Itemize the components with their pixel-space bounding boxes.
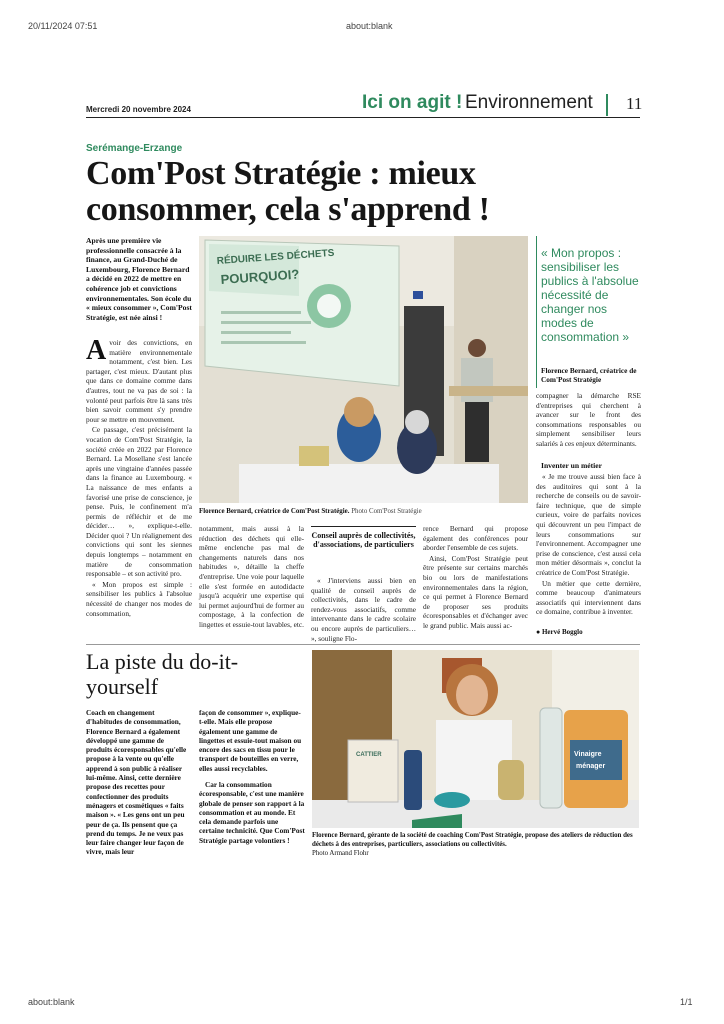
article-column-3 — [311, 576, 416, 643]
svg-text:ménager: ménager — [576, 763, 606, 770]
issue-date: Mercredi 20 novembre 2024 — [86, 105, 191, 114]
svg-text:CATTIER: CATTIER — [356, 752, 382, 758]
paragraph: compagner la démarche RSE d'entreprises qui cherchent à avancer sur le front des consommations responsables ou simplement sensibiliser leurs salariés à ces enjeux déterminants. — [536, 391, 641, 448]
section-title: Ici on agit ! — [362, 92, 463, 113]
svg-text:POURQUOI?: POURQUOI? — [220, 266, 300, 287]
masthead-rule — [86, 117, 640, 118]
article-subhead: Conseil auprès de collectivités, d'associations, de particuliers — [311, 531, 416, 550]
subhead-rule — [311, 526, 416, 527]
print-page-count: 1/1 — [680, 997, 693, 1007]
photo-workshop-caption — [312, 831, 642, 849]
pullquote-author: Florence Bernard, créatrice de Com'Post Stratégie — [541, 366, 637, 384]
article-locality: Serémange-Erzange — [86, 143, 183, 154]
svg-text:RÉDUIRE LES DÉCHETS: RÉDUIRE LES DÉCHETS — [216, 247, 335, 267]
article-headline: Com'Post Stratégie : mieux consommer, cela s'apprend ! — [86, 155, 490, 228]
caption-credit: Photo Com'Post Stratégie — [351, 508, 422, 515]
drop-cap: A — [86, 335, 107, 366]
caption-text: Florence Bernard, gérante de la société de coaching Com'Post Stratégie, propose des ateliers de réduction des déchets à des entreprises, particuliers, associations ou collectivités. — [312, 832, 633, 848]
paragraph: Ainsi, Com'Post Stratégie peut être présente sur certains marchés bio ou lors de manifestations environnementales dans la région, ce qui permet à Florence Bernard de proposer ses produits écoresponsables et d'échanger avec le grand public. Mais aussi ac- — [423, 553, 528, 630]
paragraph: notamment, mais aussi à la réduction des déchets qui elle-même enclenche pas mal de changements naturels dans nos habitudes », détaille la cheffe d'entreprise. Une voie pour laquelle elle s'est formée en autodidacte jusqu'à acquérir une expertise qui lui permet aujourd'hui de former au compostage, à la confection de lingettes et essuie-tout lavables, etc. — [199, 524, 304, 629]
article-lead: Après une première vie professionnelle consacrée à la finance, au Grand-Duché de Luxembourg, Florence Bernard a décidé en 2022 de mettre en cohérence job et convictions environnementales. Son école du « mieux consommer », Com'Post Stratégie, est née ainsi ! — [86, 236, 192, 322]
pullquote-rule — [536, 236, 537, 388]
paragraph: Un métier que cette dernière, comme beaucoup d'animateurs associatifs qui interviennent dans ce domaine, contribue à inventer. — [536, 578, 641, 617]
photo-presentation — [199, 236, 528, 503]
print-url: about:blank — [28, 997, 75, 1007]
article2-headline: La piste du do-it-yourself — [86, 649, 239, 699]
paragraph: voir des convictions, en matière environnementale notamment, c'est bien. Les partager, c'est mieux. D'autant plus que dans ce domaine comme dans d'autres, tout ne va pas de soi : la volonté peut parfois être là sans très bien savoir comment s'y prendre pour se mettre en mouvement. — [86, 338, 192, 424]
svg-text:Vinaigre: Vinaigre — [574, 751, 602, 758]
photo-presentation-caption — [199, 507, 528, 516]
print-title: about:blank — [346, 21, 393, 31]
article2-column-2a: façon de consommer », explique-t-elle. Mais elle propose également une gamme de lingettes et essuie-tout maison ou encore des sacs en tissu pour le transport de bouteilles en verre, elles aussi recyclables. — [199, 708, 302, 773]
pullquote: « Mon propos : sensibiliser les publics à l'absolue nécessité de changer nos modes de consommation » — [541, 246, 639, 344]
article-column-5b — [536, 472, 641, 627]
photo-workshop-image — [312, 650, 639, 828]
article2-column-2b: Car la consommation écoresponsable, c'est une manière globale de penser son rapport à la consommation et au monde. Et cela demande parfois une certaine technicité. Que Com'Post Stratégie partage volontiers ! — [199, 780, 305, 845]
page-number: 11 — [626, 94, 643, 113]
paragraph: « J'interviens aussi bien en qualité de conseil auprès de collectivités, dans le cadre de rendez-vous associatifs, comme intervenante dans le cadre scolaire ou encore auprès de particuliers… », souligne Flo- — [311, 576, 416, 643]
byline-author: Hervé Bogglo — [541, 628, 583, 636]
paragraph: Ce passage, c'est précisément la vocation de Com'Post Stratégie, la société créée en 2022 par Florence Bernard. La Mosellane s'est lancée après une vingtaine d'années passée dans la finance au Luxembourg. « La naissance de mes enfants a favorisé une prise de conscience, je pense. Puis, le confinement m'a permis de réfléchir et de me décider… », explique-t-elle. Décider quoi ? Un réalignement des convictions qui sont les siennes depuis longtemps – notamment en matière de consommation responsable – et son activité pro. — [86, 425, 192, 579]
paragraph: « Je me trouve aussi bien face à des auditoires qui sont à la recherche de conseils ou de savoir-faire technique, que de simple curieux, voire de parfaits novices qui découvrent un peu l'impact de leurs consommations sur l'environnement. Accompagner une prise de conscience, c'est aussi cela mon métier désormais », conclut la créatrice de Com'Post Stratégie. — [536, 472, 641, 577]
photo-presentation-image — [199, 236, 528, 503]
article2-column-1: Coach en changement d'habitudes de consommation, Florence Bernard a également développé une gamme de produits écoresponsables qu'elle propose à la vente ou qu'elle apprend à son public à réaliser lui-même. Ainsi, cette dernière propose des recettes pour confectionner des produits ménagers et cosmétiques « faits maison ». « Les gens ont un peu peur de ça. Ils pensent que ça prend du temps. Je ne veux pas leur faire changer leur façon de vivre, mais leur — [86, 708, 187, 857]
article-column-2 — [199, 524, 304, 638]
byline — [536, 628, 583, 636]
section-subtitle: Environnement — [465, 92, 593, 113]
photo-workshop — [312, 650, 639, 828]
masthead-separator — [606, 94, 608, 116]
article-column-4 — [423, 524, 528, 638]
article-column-1 — [86, 335, 192, 638]
column-5-subhead: Inventer un métier — [541, 461, 603, 470]
caption-text: Florence Bernard, créatrice de Com'Post Stratégie. — [199, 508, 350, 515]
byline-bullet-icon: ● — [536, 628, 541, 636]
article-column-5 — [536, 391, 641, 451]
print-datetime: 20/11/2024 07:51 — [28, 21, 98, 31]
article-divider — [86, 644, 640, 645]
paragraph: « Mon propos est simple : sensibiliser les publics à l'absolue nécessité de changer nos modes de consommation, — [86, 579, 192, 618]
paragraph: rence Bernard qui propose également des conférences pour aborder l'ensemble de ces sujets. — [423, 524, 528, 553]
photo-workshop-credit: Photo Armand Flohr — [312, 850, 369, 857]
